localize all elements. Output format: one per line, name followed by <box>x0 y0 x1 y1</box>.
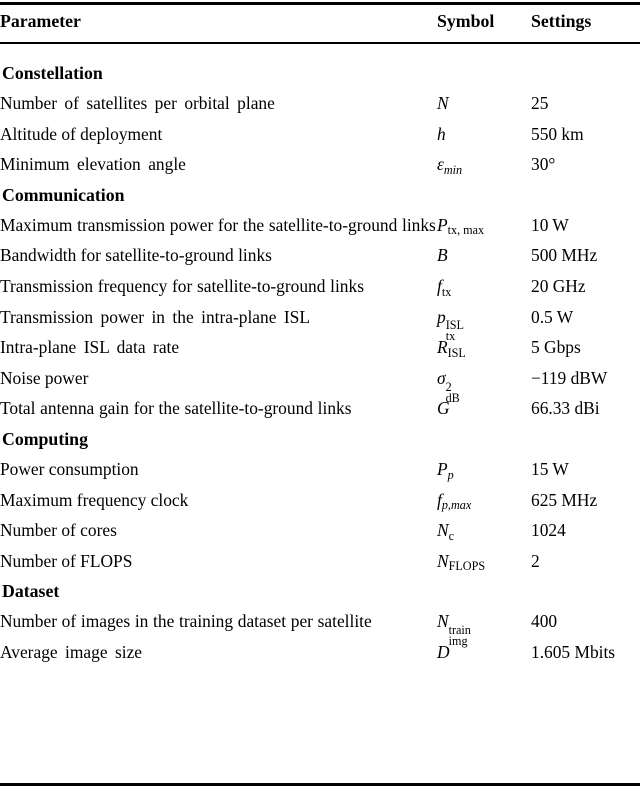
table-row <box>0 454 640 485</box>
symbol-base: ε <box>437 154 444 175</box>
symbol-subscript: ISL <box>447 345 466 360</box>
parameter-cell <box>0 393 437 424</box>
setting-cell: 2 <box>531 550 540 571</box>
symbol-subscript: tx <box>445 329 456 344</box>
parameter-cell <box>0 454 437 485</box>
symbol-cell <box>437 485 531 516</box>
parameter-cell <box>0 363 437 394</box>
table-bottom-rule <box>0 783 640 786</box>
column-header-parameter: Parameter <box>0 11 81 31</box>
symbol-base: N <box>437 611 449 632</box>
symbol-superscript: 2 <box>445 379 452 394</box>
symbol-base: p <box>437 306 446 327</box>
parameter-label: Average image size <box>0 641 143 662</box>
parameter-label: Maximum transmission power for the satellite-to-ground links <box>0 214 436 235</box>
setting-cell: 625 MHz <box>531 489 598 510</box>
table-row <box>0 393 640 424</box>
column-header-symbol: Symbol <box>437 11 495 31</box>
symbol-superscript: ISL <box>445 318 464 333</box>
symbol-cell <box>437 515 531 546</box>
symbol-cell <box>437 363 531 405</box>
symbol-cell <box>437 240 531 271</box>
symbol-subscript: min <box>443 162 463 177</box>
symbol-subscript: p,max <box>441 498 472 513</box>
setting-cell: 15 W <box>531 458 569 479</box>
symbol-base: N <box>437 520 449 541</box>
setting-cell: 550 km <box>531 123 584 144</box>
section-heading: Computing <box>2 428 88 449</box>
symbol-base: f <box>437 275 442 296</box>
table-header-row <box>0 0 640 42</box>
parameter-label: Total antenna gain for the satellite-to-ground links <box>0 398 352 419</box>
section-heading-row <box>0 424 640 454</box>
symbol-subscript: c <box>448 528 455 543</box>
parameter-label: Noise power <box>0 367 89 388</box>
parameter-cell <box>0 240 437 271</box>
parameter-label: Power consumption <box>0 458 139 479</box>
table-row <box>0 149 640 180</box>
parameter-cell <box>0 332 437 363</box>
parameter-cell <box>0 637 437 668</box>
symbol-cell <box>437 88 531 119</box>
parameter-label: Number of images in the training dataset per satellite <box>0 611 372 632</box>
symbol-base: f <box>437 489 442 510</box>
symbol-subscript: tx, max <box>447 223 485 238</box>
symbol-cell <box>437 271 531 302</box>
header-gap-row <box>0 42 640 58</box>
parameter-cell <box>0 119 437 150</box>
parameter-cell <box>0 546 437 577</box>
symbol-base: h <box>437 123 446 144</box>
section-heading-row <box>0 576 640 606</box>
table-row <box>0 363 640 394</box>
parameter-label: Number of cores <box>0 520 117 541</box>
table-row <box>0 637 640 668</box>
parameter-label: Maximum frequency clock <box>0 489 189 510</box>
setting-cell: 0.5 W <box>531 306 574 327</box>
symbol-subscript: p <box>447 467 454 482</box>
table-row <box>0 88 640 119</box>
symbol-subscript: dB <box>445 390 460 405</box>
parameter-label: Number of FLOPS <box>0 550 133 571</box>
table-row <box>0 119 640 150</box>
setting-cell: 500 MHz <box>531 245 598 266</box>
setting-cell: 1.605 Mbits <box>531 641 616 662</box>
symbol-cell <box>437 119 531 150</box>
symbol-base: B <box>437 245 448 266</box>
symbol-subscript: img <box>448 634 468 649</box>
table-row <box>0 606 640 637</box>
setting-cell: −119 dBW <box>531 367 608 388</box>
symbol-base: σ <box>437 367 446 388</box>
section-heading: Constellation <box>2 63 103 83</box>
parameter-cell <box>0 271 437 302</box>
parameter-cell <box>0 485 437 516</box>
parameter-cell <box>0 515 437 546</box>
setting-cell: 66.33 dBi <box>531 398 600 419</box>
table-body <box>0 42 640 668</box>
parameter-label: Transmission power in the intra-plane ISL <box>0 306 310 327</box>
section-heading-row <box>0 58 640 88</box>
parameter-label: Number of satellites per orbital plane <box>0 93 275 113</box>
symbol-base: G <box>437 398 450 419</box>
table-row <box>0 515 640 546</box>
table-row <box>0 271 640 302</box>
parameter-cell <box>0 149 437 180</box>
setting-cell: 25 <box>531 93 549 113</box>
parameter-label: Minimum elevation angle <box>0 154 186 175</box>
setting-cell: 1024 <box>531 520 566 541</box>
symbol-subscript: tx <box>441 284 452 299</box>
parameter-cell <box>0 302 437 333</box>
section-heading: Communication <box>2 184 125 205</box>
symbol-cell <box>437 454 531 485</box>
section-heading-row <box>0 180 640 210</box>
section-heading: Dataset <box>2 581 60 602</box>
symbol-superscript: train <box>448 623 471 638</box>
setting-cell: 5 Gbps <box>531 337 581 358</box>
table-head <box>0 0 640 42</box>
table-row <box>0 240 640 271</box>
table-row <box>0 546 640 577</box>
parameter-label: Bandwidth for satellite-to-ground links <box>0 245 272 266</box>
setting-cell: 10 W <box>531 214 569 235</box>
setting-cell: 20 GHz <box>531 275 586 296</box>
symbol-base: P <box>437 214 448 235</box>
symbol-cell <box>437 606 531 649</box>
symbol-cell <box>437 149 531 180</box>
column-header-settings: Settings <box>531 11 592 31</box>
symbol-cell <box>437 546 531 577</box>
symbol-cell <box>437 302 531 344</box>
parameter-cell <box>0 210 437 241</box>
parameter-label: Altitude of deployment <box>0 123 163 144</box>
parameter-cell <box>0 606 437 637</box>
symbol-base: P <box>437 458 448 479</box>
parameter-label: Intra-plane ISL data rate <box>0 337 180 358</box>
symbol-base: N <box>437 550 449 571</box>
symbol-base: R <box>437 337 448 358</box>
setting-cell: 30° <box>531 154 556 175</box>
symbol-subscript: FLOPS <box>448 559 486 574</box>
parameter-cell <box>0 88 437 119</box>
symbol-base: D <box>437 641 450 662</box>
setting-cell: 400 <box>531 611 558 632</box>
parameter-label: Transmission frequency for satellite-to-ground links <box>0 275 364 296</box>
symbol-cell <box>437 210 531 241</box>
symbol-base: N <box>437 93 449 113</box>
table-row <box>0 332 640 363</box>
table-row <box>0 485 640 516</box>
table-row <box>0 210 640 241</box>
table-row <box>0 302 640 333</box>
